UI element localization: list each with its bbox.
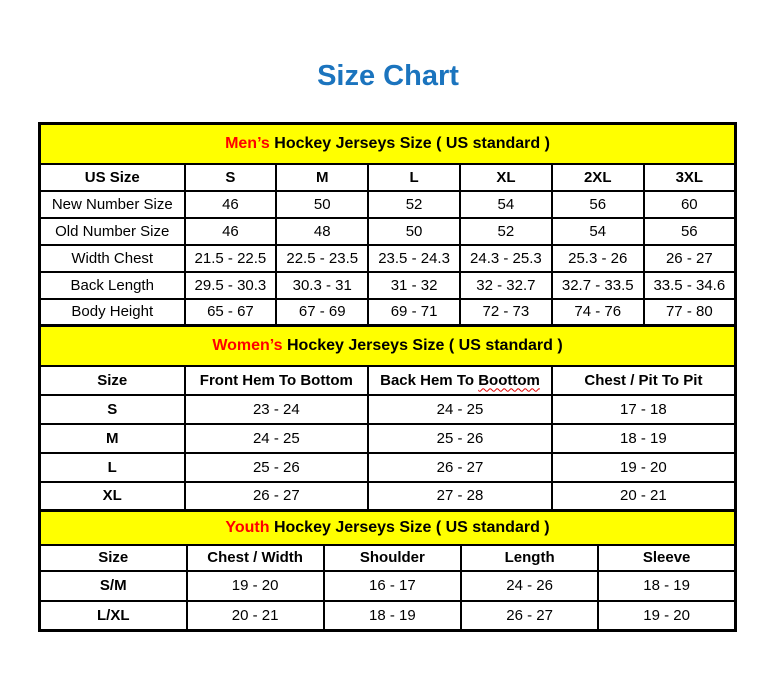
page-title: Size Chart — [317, 60, 459, 92]
womens-caption-accent: Women’s — [212, 336, 283, 354]
mens-value-cell: 23.5 - 24.3 — [368, 245, 460, 272]
mens-value-cell: 56 — [644, 218, 736, 245]
youth-value-cell: 16 - 17 — [324, 571, 461, 601]
womens-row-label: S — [40, 395, 185, 424]
womens-size-table — [38, 324, 737, 512]
youth-row-label: L/XL — [40, 601, 187, 631]
womens-table-row — [40, 453, 736, 482]
mens-row-label: Back Length — [40, 272, 185, 299]
mens-column-header: L — [368, 164, 460, 191]
mens-column-header: 3XL — [644, 164, 736, 191]
womens-column-header-text: Back Hem To — [380, 371, 479, 389]
womens-table-row — [40, 395, 736, 424]
mens-value-cell: 31 - 32 — [368, 272, 460, 299]
womens-row-label: M — [40, 424, 185, 453]
mens-column-header: 2XL — [552, 164, 644, 191]
mens-table-row — [40, 218, 736, 245]
womens-caption-text: Hockey Jerseys Size ( US standard ) — [282, 336, 563, 354]
mens-value-cell: 65 - 67 — [185, 299, 277, 326]
womens-column-header: Front Hem To Bottom — [185, 366, 369, 395]
youth-column-header: Length — [461, 545, 598, 571]
youth-table-row — [40, 571, 736, 601]
mens-column-header: XL — [460, 164, 552, 191]
mens-value-cell: 46 — [185, 218, 277, 245]
mens-column-header: US Size — [40, 164, 185, 191]
youth-table-caption — [40, 511, 736, 545]
mens-value-cell: 50 — [276, 191, 368, 218]
mens-row-label: Body Height — [40, 299, 185, 326]
mens-column-header: M — [276, 164, 368, 191]
youth-row-label: S/M — [40, 571, 187, 601]
womens-value-cell: 17 - 18 — [552, 395, 736, 424]
mens-table-row — [40, 191, 736, 218]
youth-value-cell: 24 - 26 — [461, 571, 598, 601]
mens-value-cell: 30.3 - 31 — [276, 272, 368, 299]
womens-row-label: L — [40, 453, 185, 482]
mens-value-cell: 26 - 27 — [644, 245, 736, 272]
mens-value-cell: 50 — [368, 218, 460, 245]
mens-value-cell: 32 - 32.7 — [460, 272, 552, 299]
mens-table-caption — [40, 124, 736, 164]
mens-value-cell: 60 — [644, 191, 736, 218]
youth-value-cell: 26 - 27 — [461, 601, 598, 631]
mens-value-cell: 52 — [368, 191, 460, 218]
womens-value-cell: 25 - 26 — [185, 453, 369, 482]
womens-column-header: Chest / Pit To Pit — [552, 366, 736, 395]
womens-column-header: Size — [40, 366, 185, 395]
mens-value-cell: 33.5 - 34.6 — [644, 272, 736, 299]
mens-value-cell: 54 — [552, 218, 644, 245]
youth-table-row — [40, 601, 736, 631]
mens-value-cell: 72 - 73 — [460, 299, 552, 326]
womens-value-cell: 27 - 28 — [368, 482, 552, 511]
youth-column-header: Sleeve — [598, 545, 735, 571]
youth-column-header: Size — [40, 545, 187, 571]
mens-caption-text: Hockey Jerseys Size ( US standard ) — [269, 134, 550, 152]
youth-value-cell: 18 - 19 — [324, 601, 461, 631]
womens-column-header-misspelled-word: Boottom — [478, 371, 540, 389]
mens-row-label: Width Chest — [40, 245, 185, 272]
mens-table-row — [40, 272, 736, 299]
mens-value-cell: 29.5 - 30.3 — [185, 272, 277, 299]
mens-value-cell: 25.3 - 26 — [552, 245, 644, 272]
womens-value-cell: 25 - 26 — [368, 424, 552, 453]
mens-column-header: S — [185, 164, 277, 191]
mens-value-cell: 54 — [460, 191, 552, 218]
mens-value-cell: 52 — [460, 218, 552, 245]
womens-column-header — [368, 366, 552, 395]
mens-value-cell: 69 - 71 — [368, 299, 460, 326]
youth-value-cell: 19 - 20 — [598, 601, 735, 631]
mens-value-cell: 67 - 69 — [276, 299, 368, 326]
womens-value-cell: 19 - 20 — [552, 453, 736, 482]
youth-value-cell: 19 - 20 — [187, 571, 324, 601]
mens-value-cell: 74 - 76 — [552, 299, 644, 326]
youth-column-header: Chest / Width — [187, 545, 324, 571]
youth-size-table — [38, 509, 737, 632]
mens-row-label: New Number Size — [40, 191, 185, 218]
womens-table-row — [40, 424, 736, 453]
mens-table-row — [40, 245, 736, 272]
womens-value-cell: 23 - 24 — [185, 395, 369, 424]
mens-value-cell: 24.3 - 25.3 — [460, 245, 552, 272]
womens-value-cell: 26 - 27 — [368, 453, 552, 482]
youth-value-cell: 20 - 21 — [187, 601, 324, 631]
size-tables-container — [38, 122, 737, 632]
womens-value-cell: 24 - 25 — [185, 424, 369, 453]
mens-value-cell: 46 — [185, 191, 277, 218]
mens-value-cell: 56 — [552, 191, 644, 218]
womens-row-label: XL — [40, 482, 185, 511]
womens-value-cell: 24 - 25 — [368, 395, 552, 424]
youth-caption-text: Hockey Jerseys Size ( US standard ) — [269, 518, 550, 536]
mens-value-cell: 48 — [276, 218, 368, 245]
womens-table-caption — [40, 326, 736, 366]
womens-value-cell: 20 - 21 — [552, 482, 736, 511]
womens-value-cell: 18 - 19 — [552, 424, 736, 453]
mens-value-cell: 77 - 80 — [644, 299, 736, 326]
youth-caption-accent: Youth — [225, 518, 270, 536]
mens-size-table — [38, 122, 737, 327]
mens-table-row — [40, 299, 736, 326]
mens-value-cell: 22.5 - 23.5 — [276, 245, 368, 272]
mens-caption-accent: Men’s — [225, 134, 270, 152]
womens-value-cell: 26 - 27 — [185, 482, 369, 511]
mens-value-cell: 21.5 - 22.5 — [185, 245, 277, 272]
mens-row-label: Old Number Size — [40, 218, 185, 245]
mens-value-cell: 32.7 - 33.5 — [552, 272, 644, 299]
youth-column-header: Shoulder — [324, 545, 461, 571]
womens-table-row — [40, 482, 736, 511]
youth-value-cell: 18 - 19 — [598, 571, 735, 601]
